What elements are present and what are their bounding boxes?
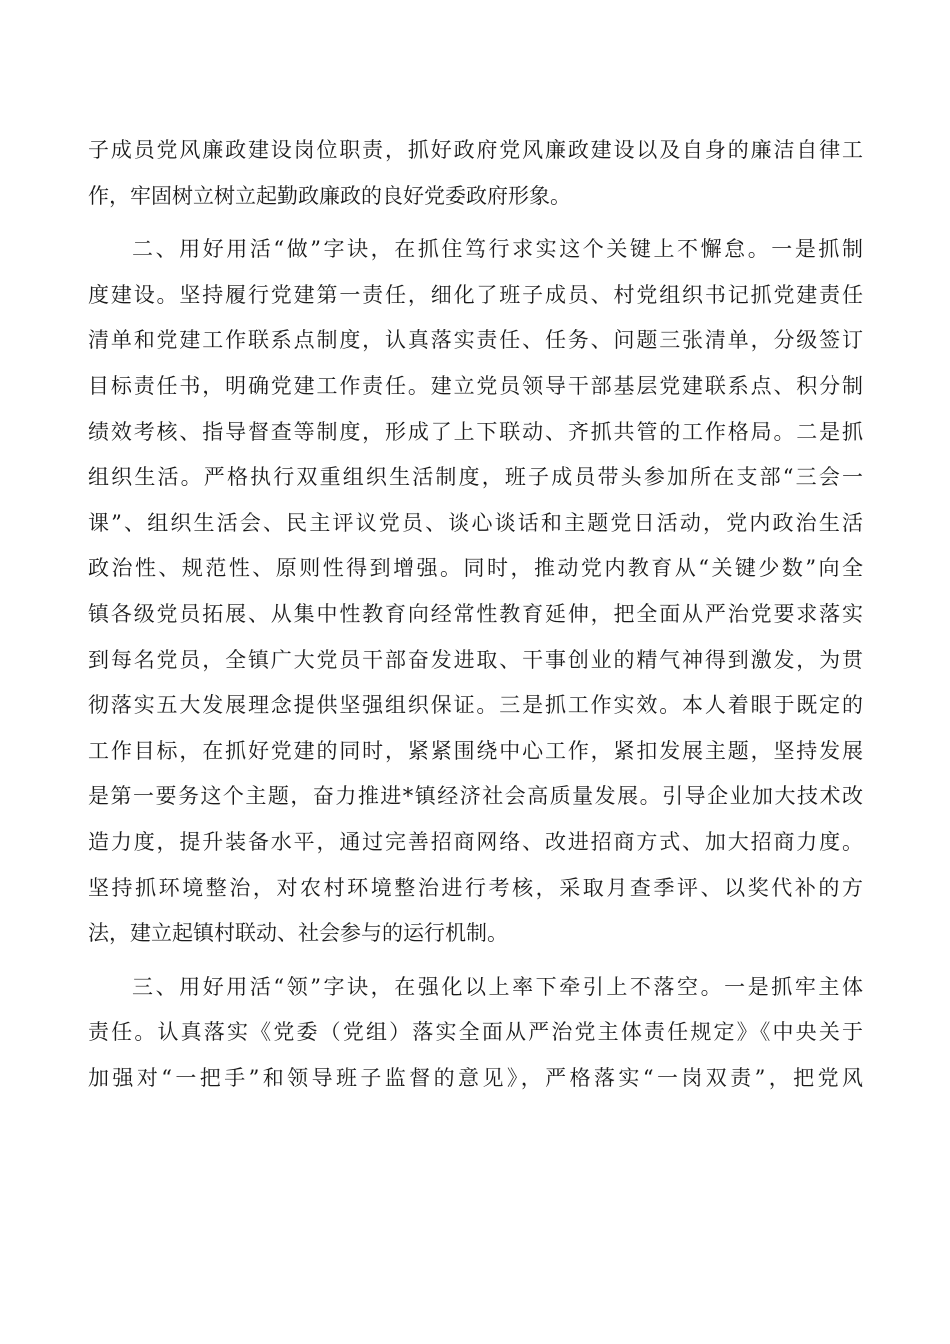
text-line: 到每名党员，全镇广大党员干部奋发进取、干事创业的精气神得到激发，为贯 [88, 647, 863, 672]
text-line: 课”、组织生活会、民主评议党员、谈心谈话和主题党日活动，党内政治生活 [88, 510, 863, 535]
text-line: 加强对“一把手”和领导班子监督的意见》，严格落实“一岗双责”，把党风 [88, 1065, 863, 1090]
text-line: 目标责任书，明确党建工作责任。建立党员领导干部基层党建联系点、积分制 [88, 373, 863, 398]
text-line: 法，建立起镇村联动、社会参与的运行机制。 [88, 921, 508, 946]
text-line: 清单和党建工作联系点制度，认真落实责任、任务、问题三张清单，分级签订 [88, 328, 863, 353]
text-line: 责任。认真落实《党委（党组）落实全面从严治党主体责任规定》《中央关于 [88, 1020, 863, 1045]
text-line: 工作目标，在抓好党建的同时，紧紧围绕中心工作，紧扣发展主题，坚持发展 [88, 738, 863, 763]
text-line: 绩效考核、指导督查等制度，形成了上下联动、齐抓共管的工作格局。二是抓 [88, 419, 863, 444]
text-line: 政治性、规范性、原则性得到增强。同时，推动党内教育从“关键少数”向全 [88, 556, 863, 581]
text-line: 作，牢固树立树立起勤政廉政的良好党委政府形象。 [88, 183, 571, 208]
text-line: 组织生活。严格执行双重组织生活制度，班子成员带头参加所在支部“三会一 [88, 465, 863, 490]
paragraph-3 [88, 965, 863, 1102]
text-line: 度建设。坚持履行党建第一责任，细化了班子成员、村党组织书记抓党建责任 [88, 282, 863, 307]
text-line: 三、用好用活“领”字诀，在强化以上率下牵引上不落空。一是抓牢主体 [132, 974, 863, 999]
text-line: 镇各级党员拓展、从集中性教育向经常性教育延伸，把全面从严治党要求落实 [88, 601, 863, 626]
text-line: 是第一要务这个主题，奋力推进*镇经济社会高质量发展。引导企业加大技术改 [88, 784, 863, 809]
text-line: 坚持抓环境整治，对农村环境整治进行考核，采取月查季评、以奖代补的方 [88, 875, 863, 900]
text-line: 彻落实五大发展理念提供坚强组织保证。三是抓工作实效。本人着眼于既定的 [88, 693, 863, 718]
text-line: 造力度，提升装备水平，通过完善招商网络、改进招商方式、加大招商力度。 [88, 829, 863, 854]
paragraph-1 [88, 128, 863, 219]
paragraph-2 [88, 227, 863, 957]
text-line: 子成员党风廉政建设岗位职责，抓好政府党风廉政建设以及自身的廉洁自律工 [88, 138, 863, 162]
document-body [88, 128, 863, 1109]
text-line: 二、用好用活“做”字诀，在抓住笃行求实这个关键上不懈怠。一是抓制 [132, 237, 863, 262]
